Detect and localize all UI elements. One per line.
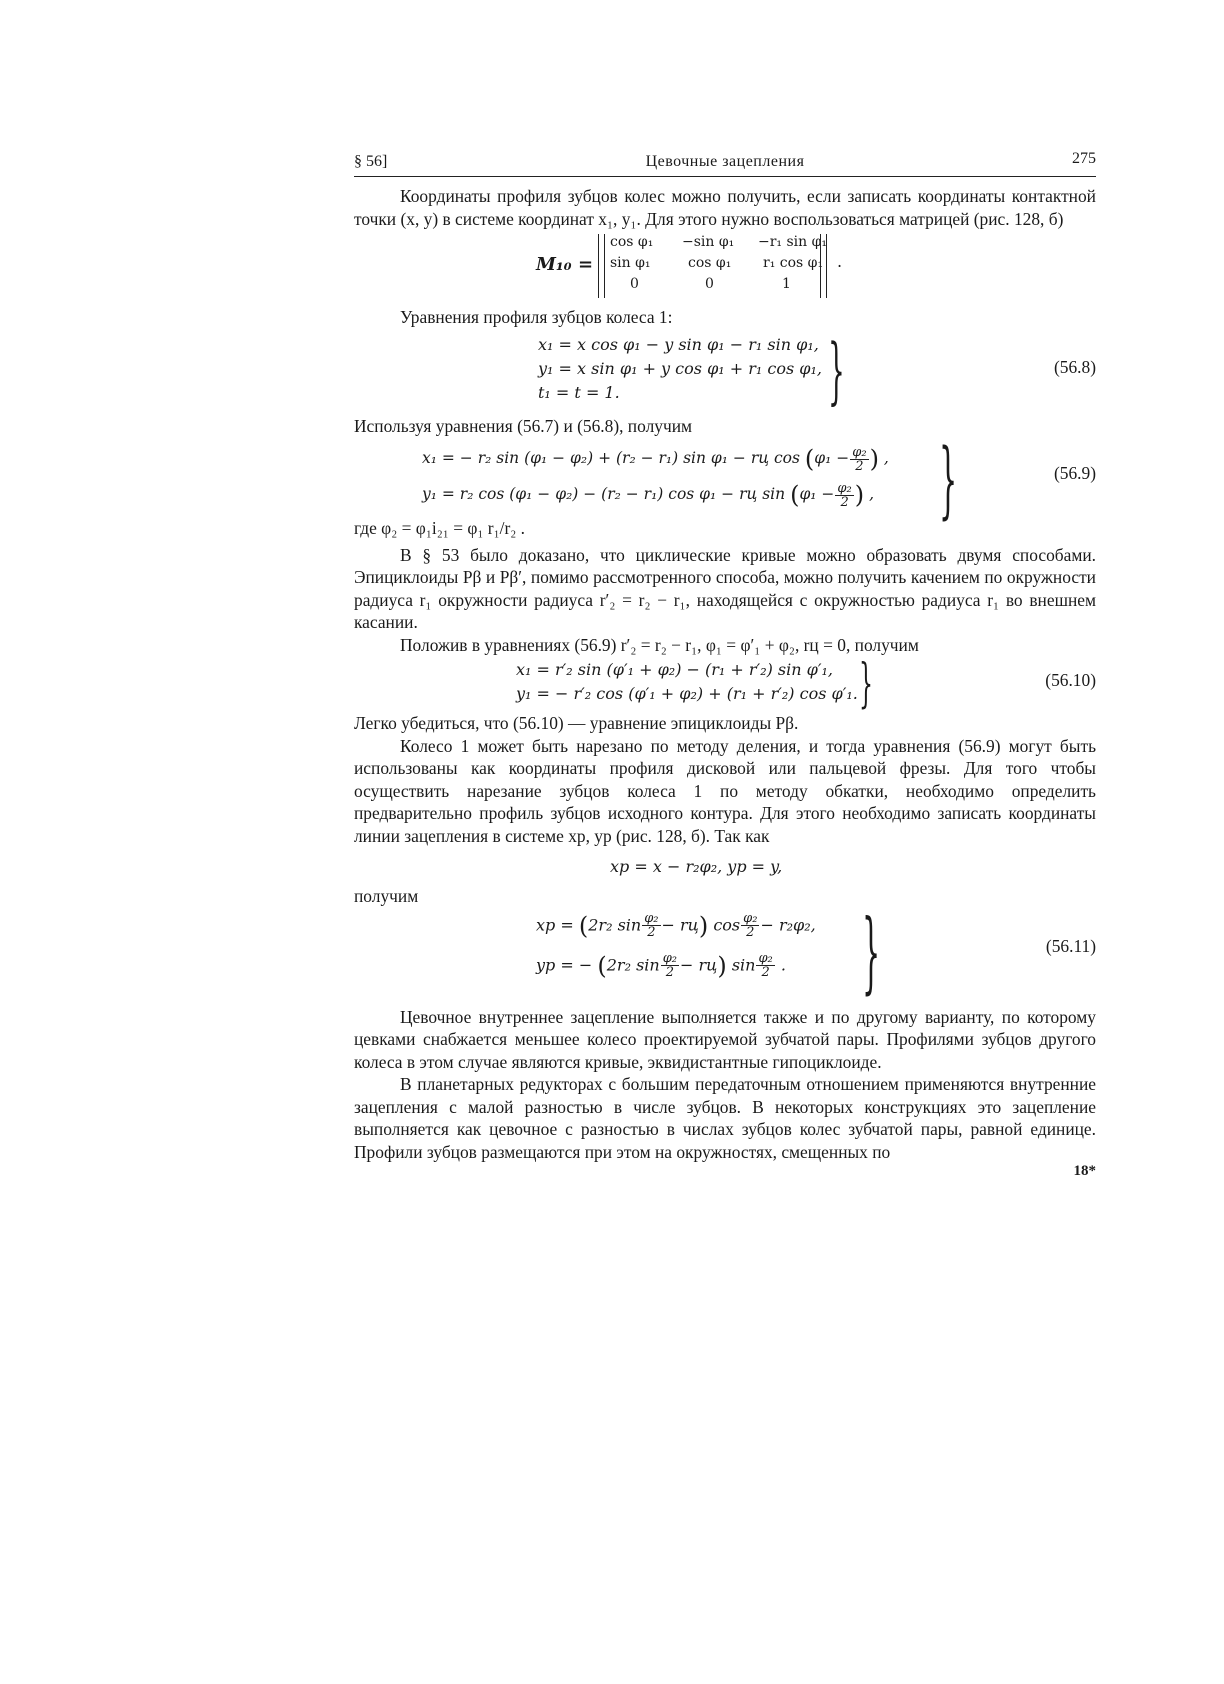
denominator: 2: [840, 494, 849, 510]
page-footer: [354, 1163, 1096, 1185]
equation-line: [422, 445, 889, 473]
equation-line: xр = x − r₂φ₂, yр = y,: [610, 857, 783, 876]
matrix-cell: cos φ₁: [688, 255, 732, 271]
equation-line: [536, 952, 786, 980]
matrix-right-bar: [820, 234, 827, 298]
matrix-cell: cos φ₁: [610, 234, 654, 250]
equation-text: − rц: [680, 955, 718, 974]
signature-mark: 18*: [1073, 1163, 1096, 1179]
matrix-cell: −sin φ₁: [682, 234, 735, 250]
equation-xp: [354, 847, 1096, 883]
right-brace: }: [859, 654, 873, 714]
paragraph: Уравнения профиля зубцов колеса 1:: [400, 307, 673, 327]
running-header: [354, 150, 1096, 177]
matrix-label: M₁₀ =: [536, 254, 594, 275]
right-brace: }: [828, 328, 845, 413]
numerator: φ₂: [837, 480, 852, 496]
matrix-cell: −r₁ sin φ₁: [758, 234, 828, 250]
equation-56-11: [354, 901, 1096, 1004]
equation-text: φ₁ −: [799, 485, 835, 503]
page-number: 275: [1072, 150, 1096, 167]
paragraph: Координаты профиля зубцов колес можно получить, если записать координаты контактной точки (x, y) в системе координат x₁, y₁. Для этого нужно воспользоваться матрицей (рис. 128, б): [354, 186, 1096, 229]
right-brace: }: [862, 901, 881, 1004]
paren-open: (: [804, 445, 815, 473]
equation-text: − r₂φ₂,: [760, 915, 816, 934]
equation-line: x₁ = r′₂ sin (φ′₁ + φ₂) − (r₁ + r′₂) sin φ′₁,: [516, 660, 833, 679]
paragraph: где φ₂ = φ₁i₂₁ = φ₁ r₁/r₂ .: [354, 518, 526, 538]
equation-56-8: [354, 328, 1096, 413]
denominator: 2: [746, 925, 755, 940]
denominator: 2: [761, 965, 770, 980]
equation-text: .: [780, 955, 786, 974]
paragraph: Используя уравнения (56.7) и (56.8), получим: [354, 415, 693, 436]
paren-close: ): [854, 481, 865, 509]
fraction: [741, 912, 759, 939]
matrix-period: .: [837, 252, 843, 271]
matrix-left-bar: [598, 234, 605, 298]
numerator: φ₂: [743, 911, 758, 926]
fraction: [835, 482, 853, 509]
equation-line: t₁ = t = 1.: [538, 382, 620, 402]
equation-number: (56.10): [1045, 670, 1096, 690]
denominator: 2: [855, 458, 864, 474]
matrix-body: [610, 234, 830, 298]
equation-text: xр =: [536, 915, 574, 934]
equation-comma: ,: [869, 485, 874, 503]
fraction: [756, 952, 774, 979]
fraction: [661, 952, 679, 979]
equation-number: (56.11): [1045, 935, 1096, 956]
paren-close: ): [869, 445, 879, 473]
paren-close: ): [698, 911, 709, 940]
matrix-cell: 0: [705, 276, 714, 292]
equation-56-10: [354, 654, 1096, 714]
right-brace: }: [939, 433, 958, 529]
equation-line: x₁ = x cos φ₁ − y sin φ₁ − r₁ sin φ₁,: [538, 334, 819, 354]
paragraph: Положив в уравнениях (56.9) r′₂ = r₂ − r₁, φ₁ = φ′₁ + φ₂, rц = 0, получим: [400, 634, 919, 655]
paren-open: (: [597, 951, 607, 980]
equation-text: φ₁ −: [814, 449, 850, 467]
matrix-cell: 1: [782, 276, 791, 292]
paren-close: ): [717, 951, 727, 980]
book-page: [354, 150, 1096, 1185]
section-ref: § 56]: [354, 153, 388, 170]
paragraph: Легко убедиться, что (56.10) — уравнение эпициклоиды Pβ.: [354, 713, 799, 733]
equation-number: (56.9): [1053, 463, 1096, 483]
equation-line: [536, 912, 816, 940]
running-title: Цевочные зацепления: [645, 153, 805, 170]
equation-line: [422, 481, 874, 509]
equation-number: (56.8): [1053, 356, 1096, 377]
paragraph: Цевочное внутреннее зацепление выполняется также и по другому варианту, по которому цевками снабжается меньшее колесо проектируемой зубчатой пары. Профилями зубцов другого колеса в этом случае являются кривые, эквидистантные гипоциклоиде.: [354, 1006, 1096, 1072]
paragraph: Колесо 1 может быть нарезано по методу деления, и тогда уравнения (56.9) могут быть использованы как координаты профиля дисковой или пальцевой фрезы. Для того чтобы осуществить нарезание зубцов колеса 1 по методу обкатки, необходимо определить предварительно профиль зубцов исходного контура. Для этого необходимо записать координаты линии зацепления в системе xр, yр (рис. 128, б). Так как: [354, 735, 1096, 846]
equation-line: y₁ = x sin φ₁ + y cos φ₁ + r₁ cos φ₁,: [538, 358, 823, 378]
equation-comma: ,: [883, 449, 889, 467]
equation-text: − rц: [661, 915, 699, 934]
fraction: [642, 912, 660, 939]
paren-open: (: [790, 481, 800, 509]
denominator: 2: [647, 925, 656, 940]
matrix-cell: sin φ₁: [610, 255, 651, 271]
equation-text: 2r₂ sin: [588, 915, 642, 934]
equation-line: y₁ = − r′₂ cos (φ′₁ + φ₂) + (r₁ + r′₂) cos φ′₁.: [516, 684, 858, 703]
equation-text: sin: [731, 955, 756, 974]
paragraph: получим: [354, 886, 419, 906]
numerator: φ₂: [662, 951, 678, 966]
matrix-cell: 0: [630, 276, 639, 292]
numerator: φ₂: [758, 951, 773, 966]
equation-text: y₁ = r₂ cos (φ₁ − φ₂) − (r₂ − r₁) cos φ₁ − rц sin: [422, 485, 786, 503]
paragraph: В планетарных редукторах с большим передаточным отношением применяются внутренние зацепления с малой разностью в числе зубцов. В некоторых конструкциях это зацепление выполняется как цевочное с разностью в числах зубцов колес зубчатой пары, равной единице. Профили зубцов размещаются при этом на окружностях, смещенных по: [354, 1074, 1096, 1162]
denominator: 2: [665, 965, 674, 980]
paragraph: В § 53 было доказано, что циклические кривые можно образовать двумя способами. Эпициклоиды Pβ и Pβ′, помимо рассмотренного способа, можно получить качением по окружности радиуса r₁ окружности радиуса r′₂ = r₂ − r₁, находящейся с окружностью радиуса r₁ во внешнем касании.: [354, 544, 1096, 632]
matrix-equation: [354, 230, 1096, 302]
matrix-cell: r₁ cos φ₁: [763, 255, 824, 271]
numerator: φ₂: [852, 444, 867, 460]
equation-text: 2r₂ sin: [606, 955, 660, 974]
numerator: φ₂: [644, 911, 659, 926]
paren-open: (: [578, 911, 589, 940]
fraction: [850, 446, 868, 473]
equation-text: x₁ = − r₂ sin (φ₁ − φ₂) + (r₂ − r₁) sin φ₁ − rц cos: [422, 449, 800, 467]
equation-text: yр = −: [536, 955, 593, 974]
equation-text: cos: [713, 915, 741, 934]
